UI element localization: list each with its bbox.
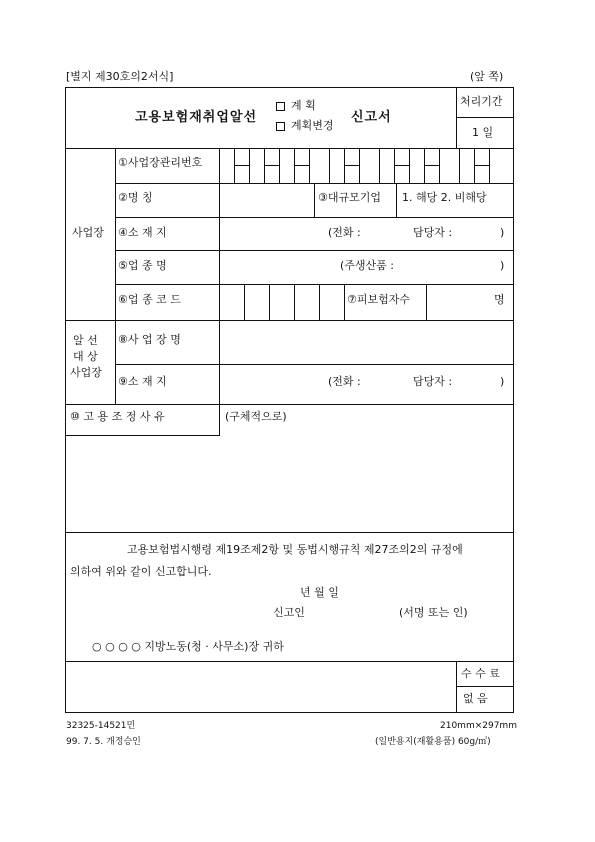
processing-value: 1 일 (472, 126, 494, 139)
placement-section-line2: 대 상 (73, 350, 98, 363)
placement-name-label: ⑧사 업 장 명 (118, 333, 181, 346)
reg-no-cell-divider (409, 148, 410, 183)
reg-no-cell-divider (309, 148, 310, 183)
industry-code-label: ⑥업 종 코 드 (118, 293, 181, 306)
reg-no-cell-divider (329, 148, 330, 183)
workplace-section-label: 사업장 (72, 226, 104, 239)
placement-phone-label: (전화 : (328, 375, 361, 388)
large-company-options[interactable]: 1. 해당 2. 비해당 (402, 191, 487, 204)
placement-section-line1: 알 선 (73, 334, 98, 347)
reg-no-cell-divider (489, 148, 490, 183)
insured-count-label: ⑦피보험자수 (347, 293, 410, 306)
fee-label: 수 수 료 (461, 667, 500, 680)
reg-no-hyphen (344, 165, 359, 166)
placement-contact-label: 담당자 : (413, 375, 453, 388)
signature-label[interactable]: (서명 또는 인) (399, 606, 468, 619)
change-option-label: 계획변경 (291, 119, 334, 132)
reg-no-hyphen (294, 165, 309, 166)
processing-label: 처리기간 (460, 95, 503, 108)
approval-date: 99. 7. 5. 개정승인 (66, 737, 141, 747)
reg-no-hyphen (394, 165, 409, 166)
reg-no-hyphen (264, 165, 279, 166)
page-side: (앞 쪽) (470, 70, 504, 83)
reg-no-cell-divider (459, 148, 460, 183)
reason-label: ⑩ 고 용 조 정 사 유 (70, 410, 165, 423)
address-close-paren: ) (500, 226, 505, 239)
declaration-date[interactable]: 년 월 일 (300, 586, 339, 599)
reg-no-hyphen (424, 165, 439, 166)
placement-close-paren: ) (500, 375, 505, 388)
reg-no-cell-divider (249, 148, 250, 183)
plan-option-label: 계 획 (291, 99, 316, 112)
plan-checkbox[interactable] (276, 102, 285, 111)
form-title-suffix: 신고서 (351, 110, 392, 125)
insured-unit: 명 (494, 293, 505, 306)
name-label: ②명 칭 (118, 191, 153, 204)
form-id: [별지 제30호의2서식] (66, 70, 174, 83)
large-company-label: ③대규모기업 (318, 191, 381, 204)
address-label: ④소 재 지 (118, 226, 167, 239)
industry-label: ⑤업 종 명 (118, 259, 167, 272)
addressee: ○ ○ ○ ○ 지방노동(청 · 사무소)장 귀하 (92, 640, 284, 653)
reg-no-hyphen (474, 165, 489, 166)
reg-no-cells[interactable] (219, 148, 514, 183)
contact-label: 담당자 : (413, 226, 453, 239)
form-title: 고용보험재취업알선 (135, 110, 258, 125)
reg-no-cell-divider (279, 148, 280, 183)
placement-address-label: ⑨소 재 지 (118, 375, 167, 388)
placement-section-line3: 사업장 (70, 366, 102, 379)
reporter-label: 신고인 (273, 606, 305, 619)
form-code: 32325-14521민 (66, 721, 136, 731)
reg-no-cell-divider (379, 148, 380, 183)
main-product-label: (주생산품 : (340, 259, 394, 272)
paper-spec: (일반용지(재활용품) 60g/㎡) (375, 737, 491, 747)
declaration-line2: 의하여 위와 같이 신고합니다. (70, 565, 212, 578)
fee-value: 없 음 (463, 692, 488, 705)
reg-no-cell-divider (359, 148, 360, 183)
phone-label: (전화 : (328, 226, 361, 239)
paper-size: 210mm×297mm (440, 721, 517, 731)
reg-no-hyphen (234, 165, 249, 166)
reg-no-cell-divider (439, 148, 440, 183)
industry-close-paren: ) (500, 259, 505, 272)
declaration-line1: 고용보험법시행령 제19조제2항 및 동법시행규칙 제27조의2의 규정에 (127, 543, 463, 556)
reason-text-area[interactable] (66, 436, 513, 531)
reason-hint: (구체적으로) (225, 410, 287, 423)
reg-no-label: ①사업장관리번호 (118, 156, 203, 169)
change-checkbox[interactable] (276, 122, 285, 131)
